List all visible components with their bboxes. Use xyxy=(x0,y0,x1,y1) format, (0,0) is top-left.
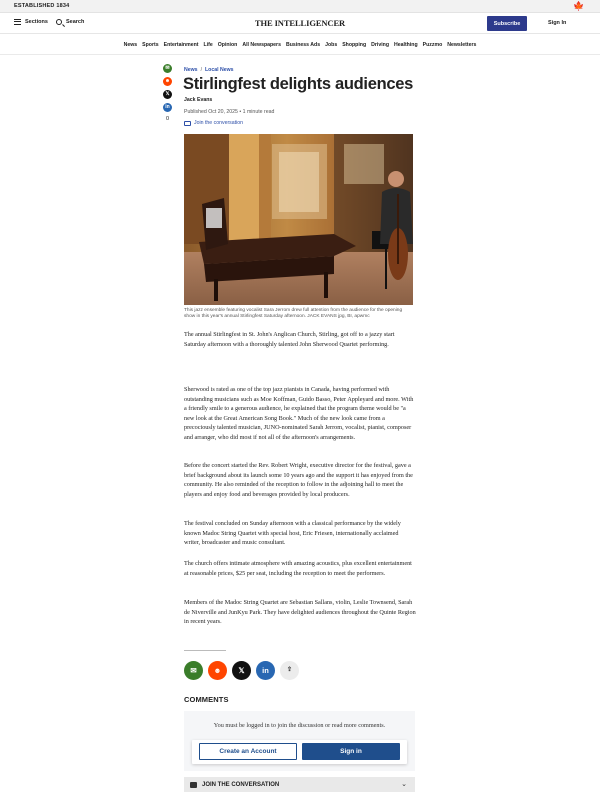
published-date: Published Oct 20, 2025 • 1 minute read xyxy=(184,109,275,115)
nav-item-opinion[interactable]: Opinion xyxy=(217,41,238,48)
linkedin-share-button[interactable]: in xyxy=(256,661,275,680)
share-buttons xyxy=(184,661,299,680)
article-paragraph: Sherwood is rated as one of the top jazz pianists in Canada, having performed with outstanding musicians such as Moe Koffman, Guido Basso, Peter Appleyard and more. With a friendly smile to a generous audience, he explained that the program theme would be "a new look at the Great American Song Book." Much of the new look came from a precociously talented musician, JUNO-nominated Sarah Jerrom, vocalist, pianist, composer and arranger, who did most if not all of the afternoon's arrangements. xyxy=(184,386,414,441)
auth-buttons xyxy=(192,740,407,764)
nav-item-jobs[interactable]: Jobs xyxy=(325,41,338,48)
share-icon[interactable]: ⇪ xyxy=(280,661,299,680)
create-account-button[interactable]: Create an Account xyxy=(199,743,297,760)
concert-photo-illustration xyxy=(184,134,413,305)
breadcrumb-local-news[interactable]: Local News xyxy=(205,67,234,73)
nav-item-sports[interactable]: Sports xyxy=(142,41,159,48)
search-label: Search xyxy=(66,19,85,25)
article-paragraph: The church offers intimate atmosphere with amazing acoustics, plus excellent entertainment at reasonable prices, $25 per seat, including the reception to meet the performers. xyxy=(184,560,412,577)
article-title: Stirlingfest delights audiences xyxy=(183,75,413,93)
nav-item-healthing[interactable]: Healthing xyxy=(394,41,418,48)
reddit-share-icon[interactable]: ☻ xyxy=(164,78,171,84)
join-conversation-bar-label: JOIN THE CONVERSATION xyxy=(202,781,280,788)
x-share-button[interactable]: 𝕏 xyxy=(232,661,251,680)
email-share-icon[interactable]: ✉ xyxy=(163,64,172,73)
join-conversation-link[interactable] xyxy=(184,120,243,126)
comment-icon xyxy=(184,121,191,126)
nav-item-news[interactable]: News xyxy=(123,41,138,48)
login-message: You must be logged in to join the discussion or read more comments. xyxy=(213,722,386,729)
sign-in-link[interactable]: Sign In xyxy=(548,20,567,26)
article-paragraph: The festival concluded on Sunday afternoon with a classical performance by the widely known Madoc String Quartet with special host, Eric Friesen, internationally acclaimed writer, broadcaster and music consultant. xyxy=(184,520,401,547)
join-conversation-label: Join the conversation xyxy=(194,120,244,126)
breadcrumb-news[interactable]: News xyxy=(184,67,198,73)
search-button[interactable] xyxy=(56,19,84,25)
nav-item-shopping[interactable]: Shopping xyxy=(342,41,367,48)
main-nav xyxy=(0,35,600,55)
sections-button[interactable] xyxy=(14,19,48,25)
sign-in-button[interactable]: Sign in xyxy=(302,743,400,760)
article-photo[interactable] xyxy=(184,134,413,305)
linkedin-share-icon[interactable]: in xyxy=(163,103,172,112)
share-rail xyxy=(163,64,174,122)
site-logo[interactable]: THE INTELLIGENCER xyxy=(254,18,346,28)
comments-heading: COMMENTS xyxy=(184,695,229,704)
nav-item-driving[interactable]: Driving xyxy=(371,41,389,48)
article-author[interactable]: Jack Evans xyxy=(184,97,213,103)
nav-item-all-newspapers[interactable]: All Newspapers xyxy=(242,41,281,48)
sections-label: Sections xyxy=(25,19,48,25)
reddit-share-button[interactable]: ☻ xyxy=(208,661,227,680)
nav-item-business-ads[interactable]: Business Ads xyxy=(285,41,321,48)
search-icon xyxy=(56,19,62,25)
photo-caption: This jazz ensemble featuring vocalist Sara Jerrom drew full attention from the audience for the opening show in this year's annual Stirlingfest Saturday afternoon. JACK EVANS jpg, BI, apwmc xyxy=(184,308,403,319)
nav-item-life[interactable]: Life xyxy=(203,41,213,48)
breadcrumb xyxy=(184,67,234,73)
hamburger-icon xyxy=(14,19,21,25)
x-share-icon[interactable]: 𝕏 xyxy=(163,90,172,99)
nav-item-puzzmo[interactable]: Puzzmo xyxy=(422,41,443,48)
article-paragraph: Members of the Madoc String Quartet are Sebastian Sallans, violin, Leslie Townsend, Sarah de Niverville and JunKyu Park. They have delighted audiences throughout the Quinte Region in recent years. xyxy=(184,599,416,626)
join-conversation-bar[interactable] xyxy=(184,777,415,792)
breadcrumb-separator: / xyxy=(200,67,203,73)
article-paragraph: The annual Stirlingfest in St. John's Anglican Church, Stirling, got off to a jazzy start Saturday afternoon with a thoroughly talented John Sherwood Quartet performing. xyxy=(184,331,395,348)
comment-login-box xyxy=(184,711,415,771)
divider xyxy=(184,650,226,651)
maple-leaf-icon: 🍁 xyxy=(573,1,585,11)
subscribe-button[interactable]: Subscribe xyxy=(487,16,527,31)
chevron-down-icon: ⌄ xyxy=(401,781,407,788)
masthead xyxy=(0,13,600,34)
nav-item-entertainment[interactable]: Entertainment xyxy=(163,41,199,48)
comment-count: 0 xyxy=(165,116,170,122)
email-share-button[interactable]: ✉ xyxy=(184,661,203,680)
chat-bubble-icon xyxy=(190,782,197,788)
article-paragraph: Before the concert started the Rev. Robert Wright, executive director for the festival, gave a brief background about its launch some 10 years ago and the support it has enjoyed from the community. He also reminded of the reception to follow in the adjoining hall to meet the players and enjoy food and beverages provided by local producers. xyxy=(184,462,413,498)
top-bar xyxy=(0,0,600,13)
nav-item-newsletters[interactable]: Newsletters xyxy=(447,41,477,48)
established-text: ESTABLISHED 1834 xyxy=(14,3,70,9)
